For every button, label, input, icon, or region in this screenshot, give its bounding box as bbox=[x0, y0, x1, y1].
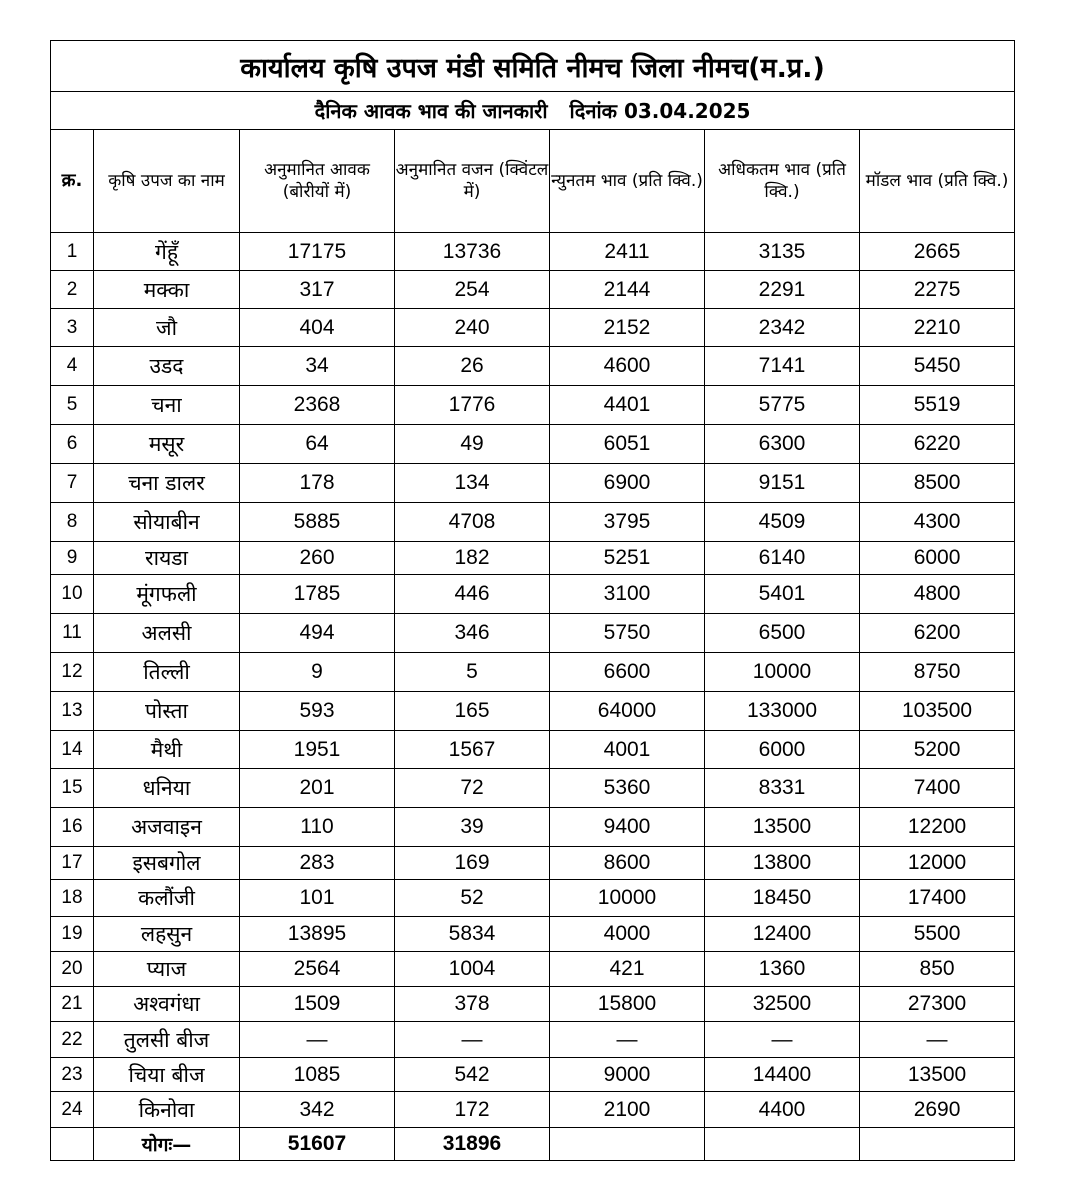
cell-sn: 19 bbox=[51, 917, 94, 952]
cell-arrival-bags: 1509 bbox=[240, 987, 395, 1022]
cell-modal-price: 2690 bbox=[860, 1092, 1015, 1128]
table-row bbox=[51, 808, 1015, 847]
cell-commodity-name: रायडा bbox=[94, 542, 240, 575]
cell-sn: 11 bbox=[51, 614, 94, 653]
cell-max-price: 18450 bbox=[705, 880, 860, 917]
header-arrival-bags: अनुमानित आवक (बोरीयों में) bbox=[240, 130, 395, 233]
cell-arrival-bags: 5885 bbox=[240, 503, 395, 542]
cell-min-price: 10000 bbox=[550, 880, 705, 917]
header-min-price: न्युनतम भाव (प्रति क्वि.) bbox=[550, 130, 705, 233]
report-subtitle bbox=[51, 92, 1015, 130]
cell-arrival-weight: 52 bbox=[395, 880, 550, 917]
cell-arrival-bags: 283 bbox=[240, 847, 395, 880]
cell-commodity-name: चिया बीज bbox=[94, 1058, 240, 1092]
total-blank-modal bbox=[860, 1128, 1015, 1161]
cell-arrival-bags: 342 bbox=[240, 1092, 395, 1128]
cell-min-price: 3795 bbox=[550, 503, 705, 542]
table-row bbox=[51, 692, 1015, 731]
cell-min-price: 64000 bbox=[550, 692, 705, 731]
header-max-price: अधिकतम भाव (प्रति क्वि.) bbox=[705, 130, 860, 233]
cell-min-price: 5251 bbox=[550, 542, 705, 575]
cell-arrival-weight: 172 bbox=[395, 1092, 550, 1128]
cell-max-price: 1360 bbox=[705, 952, 860, 987]
report-date: दिनांक 03.04.2025 bbox=[569, 99, 751, 123]
cell-sn: 13 bbox=[51, 692, 94, 731]
total-label: योगः— bbox=[94, 1128, 240, 1161]
cell-commodity-name: लहसुन bbox=[94, 917, 240, 952]
cell-arrival-weight: 5834 bbox=[395, 917, 550, 952]
table-row bbox=[51, 847, 1015, 880]
cell-commodity-name: तुलसी बीज bbox=[94, 1022, 240, 1058]
table-row bbox=[51, 880, 1015, 917]
table-row bbox=[51, 386, 1015, 425]
cell-min-price: 8600 bbox=[550, 847, 705, 880]
cell-modal-price: 8750 bbox=[860, 653, 1015, 692]
cell-arrival-bags: 201 bbox=[240, 769, 395, 808]
cell-commodity-name: तिल्ली bbox=[94, 653, 240, 692]
cell-sn: 20 bbox=[51, 952, 94, 987]
cell-arrival-weight: 4708 bbox=[395, 503, 550, 542]
cell-arrival-weight: 72 bbox=[395, 769, 550, 808]
cell-max-price: 8331 bbox=[705, 769, 860, 808]
cell-modal-price: 17400 bbox=[860, 880, 1015, 917]
cell-max-price: 6300 bbox=[705, 425, 860, 464]
cell-arrival-weight: 49 bbox=[395, 425, 550, 464]
cell-min-price: 6600 bbox=[550, 653, 705, 692]
cell-min-price: 5750 bbox=[550, 614, 705, 653]
cell-modal-price: 4800 bbox=[860, 575, 1015, 614]
cell-arrival-weight: 169 bbox=[395, 847, 550, 880]
table-row bbox=[51, 1022, 1015, 1058]
cell-commodity-name: उडद bbox=[94, 347, 240, 386]
cell-modal-price: 8500 bbox=[860, 464, 1015, 503]
page-title: कार्यालय कृषि उपज मंडी समिति नीमच जिला नीमच(म.प्र.) bbox=[51, 41, 1015, 92]
cell-arrival-weight: 1776 bbox=[395, 386, 550, 425]
cell-commodity-name: अश्वगंधा bbox=[94, 987, 240, 1022]
total-blank-max bbox=[705, 1128, 860, 1161]
cell-commodity-name: अलसी bbox=[94, 614, 240, 653]
cell-modal-price: 6000 bbox=[860, 542, 1015, 575]
table-row bbox=[51, 614, 1015, 653]
table-row bbox=[51, 464, 1015, 503]
cell-modal-price: 12200 bbox=[860, 808, 1015, 847]
cell-modal-price: 850 bbox=[860, 952, 1015, 987]
table-row bbox=[51, 542, 1015, 575]
cell-min-price: 2144 bbox=[550, 271, 705, 309]
cell-min-price: 4001 bbox=[550, 731, 705, 769]
cell-arrival-bags: 64 bbox=[240, 425, 395, 464]
cell-arrival-weight: 26 bbox=[395, 347, 550, 386]
total-blank-sn bbox=[51, 1128, 94, 1161]
cell-arrival-bags: 317 bbox=[240, 271, 395, 309]
table-row bbox=[51, 233, 1015, 271]
cell-arrival-bags: 1951 bbox=[240, 731, 395, 769]
cell-sn: 12 bbox=[51, 653, 94, 692]
cell-arrival-bags: 404 bbox=[240, 309, 395, 347]
cell-min-price: 2152 bbox=[550, 309, 705, 347]
cell-commodity-name: जौ bbox=[94, 309, 240, 347]
header-arrival-weight: अनुमानित वजन (क्विंटल में) bbox=[395, 130, 550, 233]
cell-sn: 7 bbox=[51, 464, 94, 503]
cell-modal-price: 27300 bbox=[860, 987, 1015, 1022]
cell-max-price: 13800 bbox=[705, 847, 860, 880]
table-row bbox=[51, 1058, 1015, 1092]
cell-max-price: 3135 bbox=[705, 233, 860, 271]
cell-min-price: 4401 bbox=[550, 386, 705, 425]
cell-arrival-bags: 110 bbox=[240, 808, 395, 847]
cell-modal-price: 2275 bbox=[860, 271, 1015, 309]
cell-commodity-name: अजवाइन bbox=[94, 808, 240, 847]
cell-sn: 10 bbox=[51, 575, 94, 614]
cell-max-price: 12400 bbox=[705, 917, 860, 952]
cell-min-price: 3100 bbox=[550, 575, 705, 614]
cell-arrival-weight: 378 bbox=[395, 987, 550, 1022]
total-arrival-bags: 51607 bbox=[240, 1128, 395, 1161]
table-row bbox=[51, 987, 1015, 1022]
cell-max-price: 6000 bbox=[705, 731, 860, 769]
cell-max-price: 4400 bbox=[705, 1092, 860, 1128]
table-row bbox=[51, 575, 1015, 614]
cell-arrival-weight: 165 bbox=[395, 692, 550, 731]
table-row bbox=[51, 653, 1015, 692]
table-row bbox=[51, 1092, 1015, 1128]
mandi-rate-table bbox=[50, 40, 1015, 1161]
cell-modal-price: 6200 bbox=[860, 614, 1015, 653]
cell-commodity-name: मक्का bbox=[94, 271, 240, 309]
table-row bbox=[51, 503, 1015, 542]
cell-max-price: 9151 bbox=[705, 464, 860, 503]
cell-sn: 3 bbox=[51, 309, 94, 347]
cell-arrival-weight: 446 bbox=[395, 575, 550, 614]
cell-arrival-weight: 13736 bbox=[395, 233, 550, 271]
cell-sn: 8 bbox=[51, 503, 94, 542]
cell-arrival-bags: 17175 bbox=[240, 233, 395, 271]
cell-arrival-bags: 260 bbox=[240, 542, 395, 575]
cell-modal-price: 103500 bbox=[860, 692, 1015, 731]
cell-max-price: 7141 bbox=[705, 347, 860, 386]
cell-min-price: 5360 bbox=[550, 769, 705, 808]
cell-sn: 2 bbox=[51, 271, 94, 309]
cell-min-price: 9000 bbox=[550, 1058, 705, 1092]
cell-sn: 9 bbox=[51, 542, 94, 575]
cell-sn: 22 bbox=[51, 1022, 94, 1058]
cell-min-price: 4000 bbox=[550, 917, 705, 952]
table-row bbox=[51, 952, 1015, 987]
cell-sn: 1 bbox=[51, 233, 94, 271]
cell-commodity-name: धनिया bbox=[94, 769, 240, 808]
cell-arrival-bags: 494 bbox=[240, 614, 395, 653]
cell-modal-price: 4300 bbox=[860, 503, 1015, 542]
cell-max-price: 133000 bbox=[705, 692, 860, 731]
cell-arrival-weight: 542 bbox=[395, 1058, 550, 1092]
cell-modal-price: 6220 bbox=[860, 425, 1015, 464]
report-label: दैनिक आवक भाव की जानकारी bbox=[314, 99, 548, 123]
cell-min-price: 4600 bbox=[550, 347, 705, 386]
cell-sn: 21 bbox=[51, 987, 94, 1022]
cell-commodity-name: गेंहूँ bbox=[94, 233, 240, 271]
cell-max-price: 5401 bbox=[705, 575, 860, 614]
cell-max-price: 2291 bbox=[705, 271, 860, 309]
cell-max-price: 14400 bbox=[705, 1058, 860, 1092]
cell-modal-price: 5519 bbox=[860, 386, 1015, 425]
cell-modal-price: — bbox=[860, 1022, 1015, 1058]
cell-arrival-weight: 240 bbox=[395, 309, 550, 347]
cell-max-price: 32500 bbox=[705, 987, 860, 1022]
cell-sn: 14 bbox=[51, 731, 94, 769]
cell-arrival-bags: 1785 bbox=[240, 575, 395, 614]
cell-max-price: 2342 bbox=[705, 309, 860, 347]
cell-modal-price: 2210 bbox=[860, 309, 1015, 347]
cell-arrival-bags: 101 bbox=[240, 880, 395, 917]
cell-max-price: — bbox=[705, 1022, 860, 1058]
cell-arrival-bags: — bbox=[240, 1022, 395, 1058]
cell-min-price: 6900 bbox=[550, 464, 705, 503]
cell-max-price: 6500 bbox=[705, 614, 860, 653]
cell-sn: 17 bbox=[51, 847, 94, 880]
cell-commodity-name: चना bbox=[94, 386, 240, 425]
cell-arrival-weight: 39 bbox=[395, 808, 550, 847]
table-row bbox=[51, 271, 1015, 309]
cell-arrival-weight: 182 bbox=[395, 542, 550, 575]
cell-min-price: — bbox=[550, 1022, 705, 1058]
cell-modal-price: 2665 bbox=[860, 233, 1015, 271]
total-blank-min bbox=[550, 1128, 705, 1161]
cell-commodity-name: मैथी bbox=[94, 731, 240, 769]
table-row bbox=[51, 309, 1015, 347]
table-row bbox=[51, 731, 1015, 769]
cell-commodity-name: प्याज bbox=[94, 952, 240, 987]
cell-commodity-name: इसबगोल bbox=[94, 847, 240, 880]
cell-commodity-name: किनोवा bbox=[94, 1092, 240, 1128]
cell-sn: 16 bbox=[51, 808, 94, 847]
cell-commodity-name: मूंगफली bbox=[94, 575, 240, 614]
table-row bbox=[51, 917, 1015, 952]
cell-modal-price: 7400 bbox=[860, 769, 1015, 808]
header-commodity: कृषि उपज का नाम bbox=[94, 130, 240, 233]
cell-sn: 4 bbox=[51, 347, 94, 386]
cell-sn: 23 bbox=[51, 1058, 94, 1092]
cell-max-price: 10000 bbox=[705, 653, 860, 692]
cell-max-price: 6140 bbox=[705, 542, 860, 575]
table-row bbox=[51, 347, 1015, 386]
cell-arrival-bags: 34 bbox=[240, 347, 395, 386]
table-row bbox=[51, 769, 1015, 808]
cell-modal-price: 5450 bbox=[860, 347, 1015, 386]
header-sn: क्र. bbox=[51, 130, 94, 233]
cell-min-price: 2100 bbox=[550, 1092, 705, 1128]
cell-arrival-bags: 2368 bbox=[240, 386, 395, 425]
cell-min-price: 421 bbox=[550, 952, 705, 987]
cell-arrival-bags: 178 bbox=[240, 464, 395, 503]
total-arrival-weight: 31896 bbox=[395, 1128, 550, 1161]
cell-arrival-weight: 5 bbox=[395, 653, 550, 692]
cell-modal-price: 12000 bbox=[860, 847, 1015, 880]
cell-arrival-weight: 346 bbox=[395, 614, 550, 653]
cell-max-price: 4509 bbox=[705, 503, 860, 542]
cell-sn: 24 bbox=[51, 1092, 94, 1128]
cell-arrival-bags: 13895 bbox=[240, 917, 395, 952]
cell-max-price: 5775 bbox=[705, 386, 860, 425]
cell-sn: 5 bbox=[51, 386, 94, 425]
cell-modal-price: 5500 bbox=[860, 917, 1015, 952]
cell-arrival-bags: 593 bbox=[240, 692, 395, 731]
cell-arrival-weight: — bbox=[395, 1022, 550, 1058]
cell-arrival-weight: 1567 bbox=[395, 731, 550, 769]
cell-min-price: 6051 bbox=[550, 425, 705, 464]
header-modal-price: मॉडल भाव (प्रति क्वि.) bbox=[860, 130, 1015, 233]
cell-arrival-bags: 1085 bbox=[240, 1058, 395, 1092]
cell-arrival-weight: 134 bbox=[395, 464, 550, 503]
cell-arrival-bags: 9 bbox=[240, 653, 395, 692]
cell-min-price: 9400 bbox=[550, 808, 705, 847]
cell-arrival-weight: 254 bbox=[395, 271, 550, 309]
cell-sn: 18 bbox=[51, 880, 94, 917]
cell-commodity-name: कलौंजी bbox=[94, 880, 240, 917]
cell-min-price: 15800 bbox=[550, 987, 705, 1022]
cell-modal-price: 13500 bbox=[860, 1058, 1015, 1092]
cell-arrival-weight: 1004 bbox=[395, 952, 550, 987]
cell-max-price: 13500 bbox=[705, 808, 860, 847]
cell-commodity-name: मसूर bbox=[94, 425, 240, 464]
cell-commodity-name: चना डालर bbox=[94, 464, 240, 503]
cell-arrival-bags: 2564 bbox=[240, 952, 395, 987]
cell-sn: 6 bbox=[51, 425, 94, 464]
total-row bbox=[51, 1128, 1015, 1161]
cell-sn: 15 bbox=[51, 769, 94, 808]
cell-min-price: 2411 bbox=[550, 233, 705, 271]
cell-commodity-name: पोस्ता bbox=[94, 692, 240, 731]
cell-commodity-name: सोयाबीन bbox=[94, 503, 240, 542]
cell-modal-price: 5200 bbox=[860, 731, 1015, 769]
table-row bbox=[51, 425, 1015, 464]
